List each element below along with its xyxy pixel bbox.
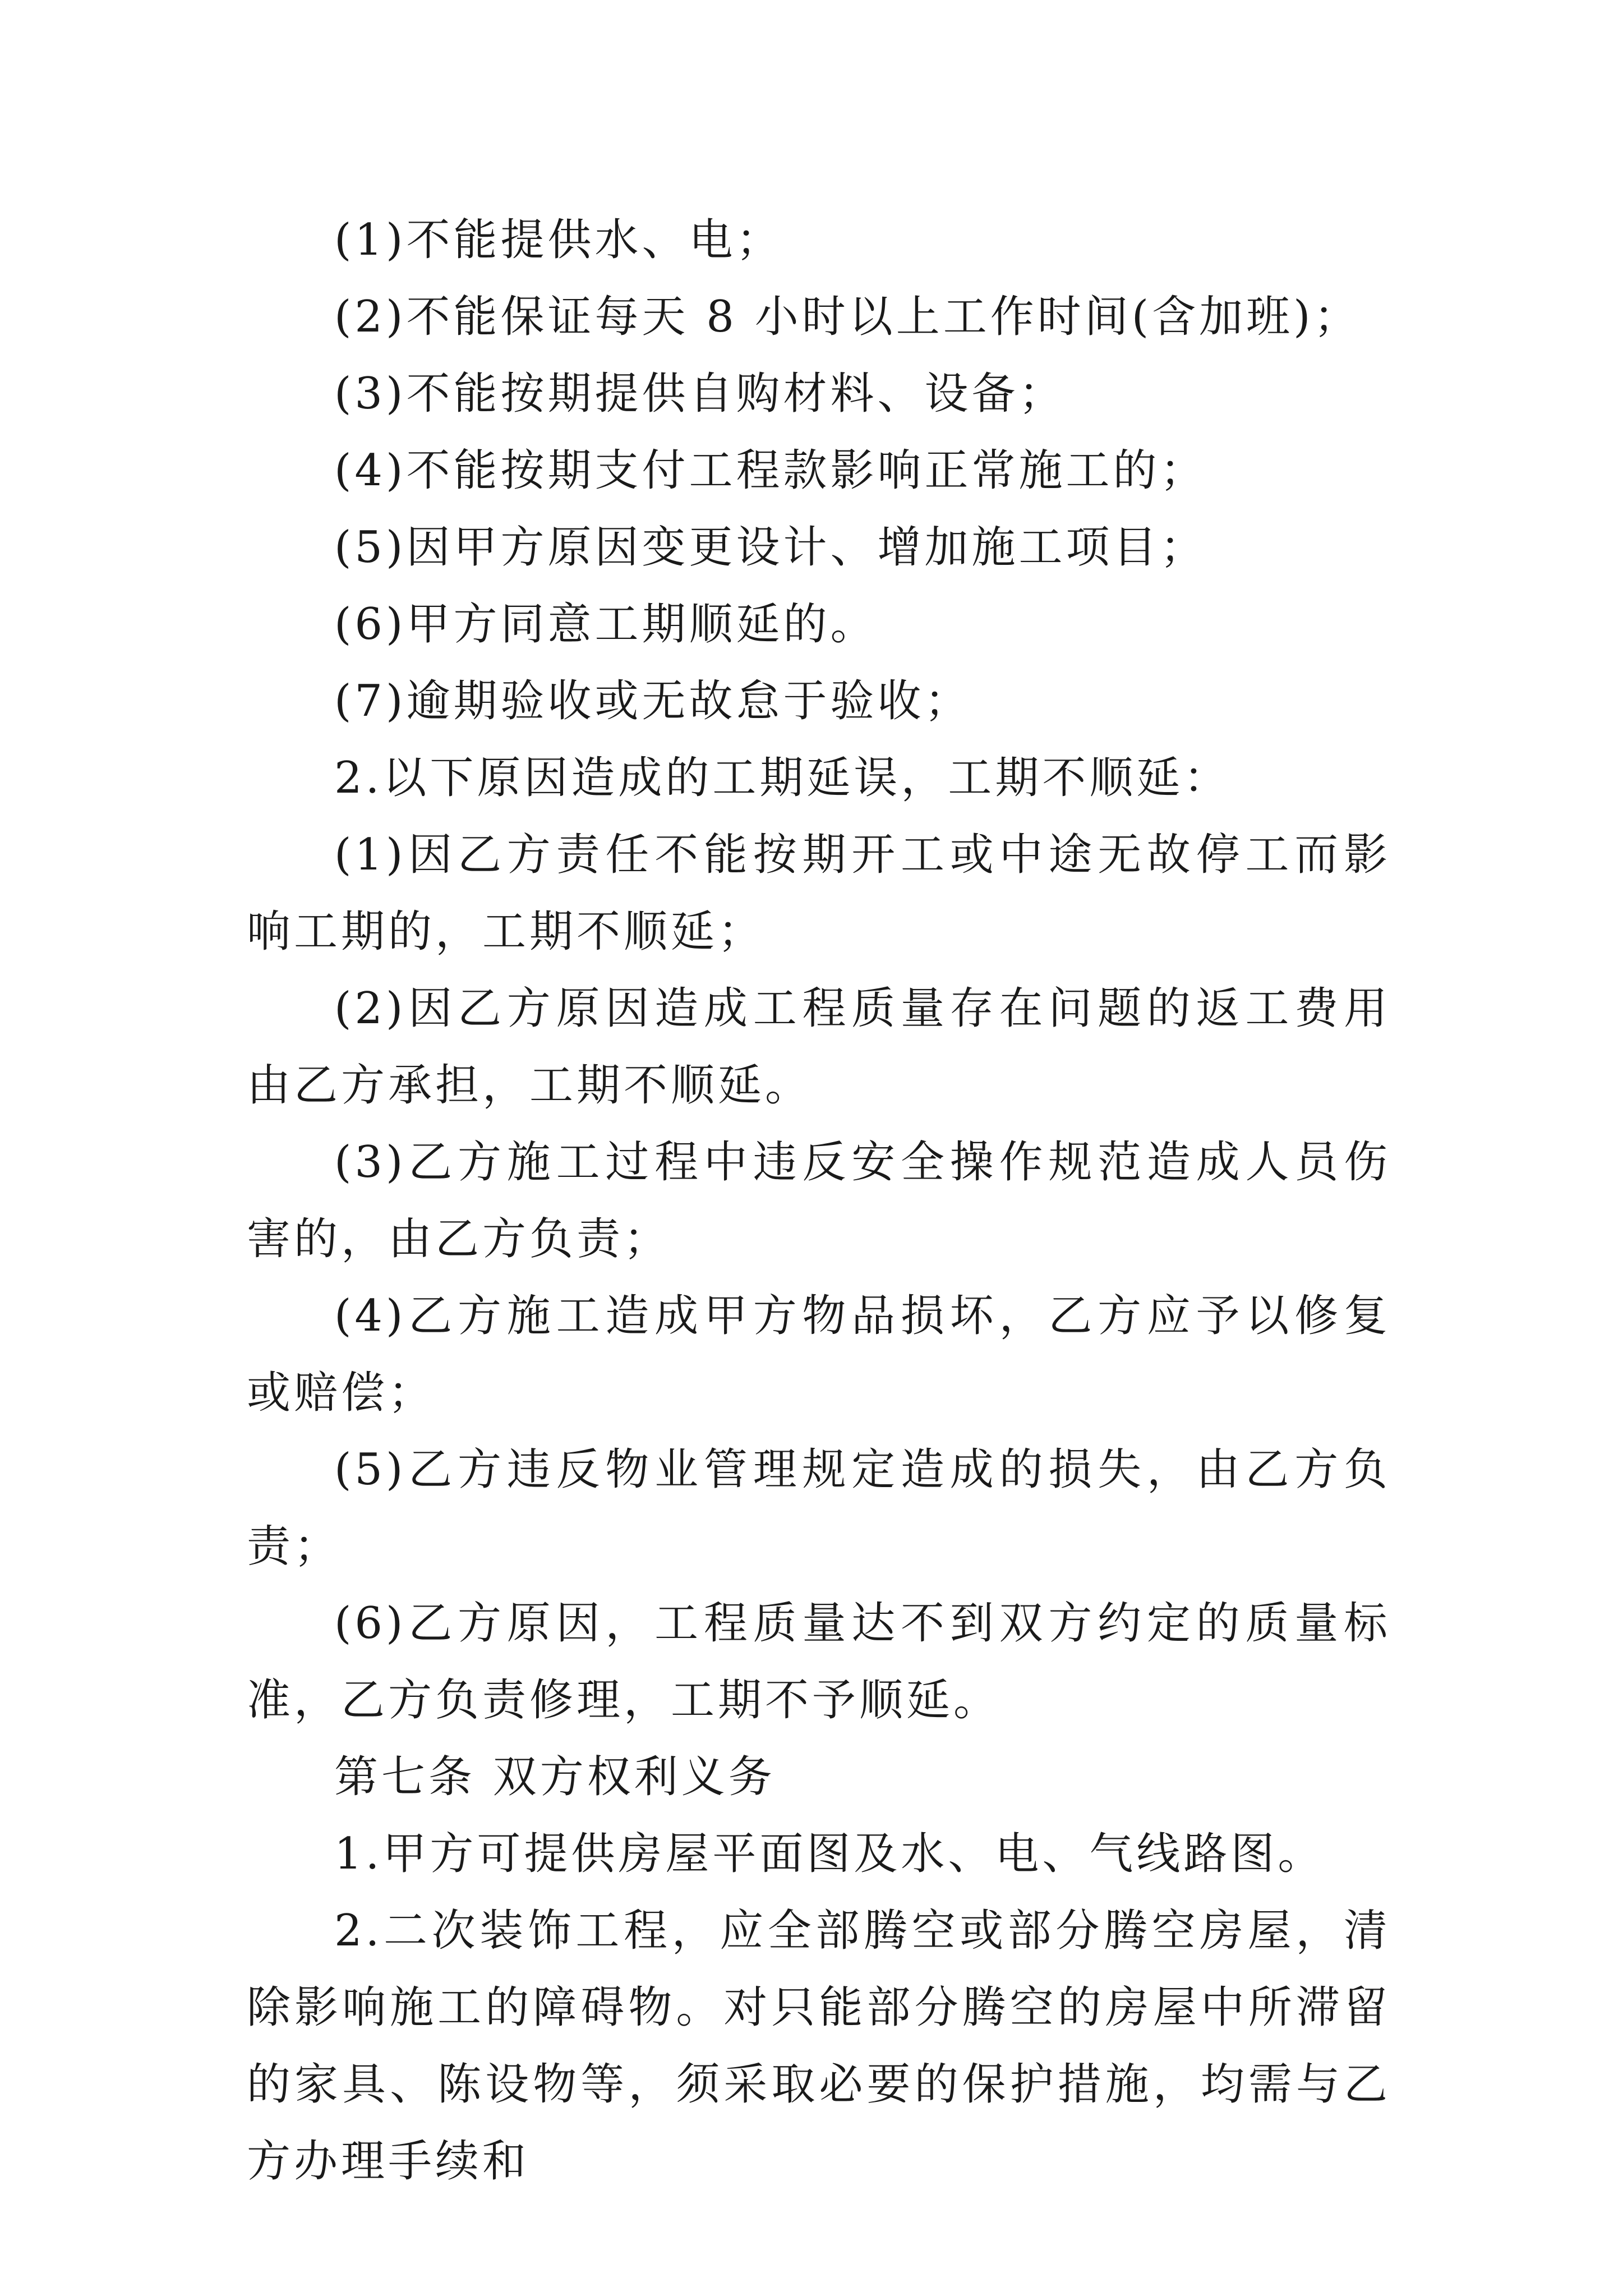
paragraph: 2.二次装饰工程，应全部腾空或部分腾空房屋，清除影响施工的障碍物。对只能部分腾空的房屋中所滞留的家具、陈设物等，须采取必要的保护措施，均需与乙方办理手续和	[247, 1906, 1391, 2187]
paragraph: (4)乙方施工造成甲方物品损坏，乙方应予以修复或赔偿；	[247, 1291, 1391, 1418]
paragraph: (1)因乙方责任不能按期开工或中途无故停工而影响工期的，工期不顺延；	[247, 830, 1391, 957]
paragraph: (3)不能按期提供自购材料、设备；	[334, 369, 1066, 419]
paragraph: (1)不能提供水、电；	[334, 215, 783, 265]
paragraph: (4)不能按期支付工程款影响正常施工的；	[334, 445, 1207, 496]
paragraph: (7)逾期验收或无故怠于验收；	[334, 676, 972, 726]
paragraph: (2)不能保证每天 8 小时以上工作时间(含加班)；	[334, 292, 1361, 342]
paragraph: (5)因甲方原因变更设计、增加施工项目；	[334, 522, 1207, 573]
document-body	[247, 202, 1391, 2200]
paragraph: (3)乙方施工过程中违反安全操作规范造成人员伤害的，由乙方负责；	[247, 1137, 1391, 1264]
section-heading: 2.以下原因造成的工期延误，工期不顺延：	[334, 753, 1231, 803]
paragraph: (2)因乙方原因造成工程质量存在问题的返工费用由乙方承担，工期不顺延。	[247, 983, 1391, 1111]
paragraph: (5)乙方违反物业管理规定造成的损失，由乙方负责；	[247, 1444, 1391, 1572]
paragraph: 1.甲方可提供房屋平面图及水、电、气线路图。	[334, 1829, 1325, 1879]
paragraph: (6)乙方原因，工程质量达不到双方约定的质量标准，乙方负责修理，工期不予顺延。	[247, 1598, 1391, 1726]
paragraph: (6)甲方同意工期顺延的。	[334, 599, 878, 650]
article-heading: 第七条 双方权利义务	[334, 1752, 776, 1802]
